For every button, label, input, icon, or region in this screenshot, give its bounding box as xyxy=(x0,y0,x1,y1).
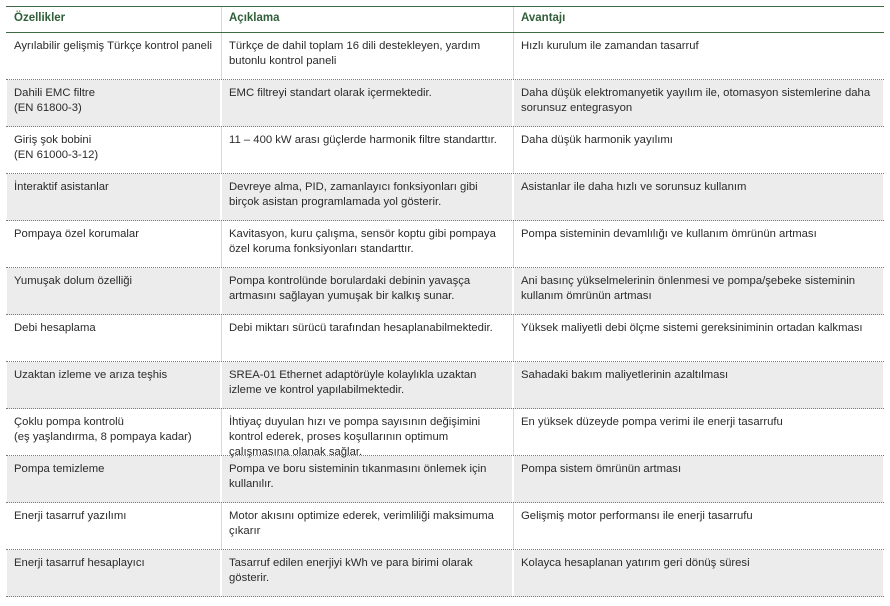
header-description: Açıklama xyxy=(221,7,513,32)
description-cell: Pompa ve boru sisteminin tıkanmasını önlemek için kullanılır. xyxy=(221,456,513,502)
feature-cell: Dahili EMC filtre (EN 61800-3) xyxy=(6,80,221,126)
advantage-cell: Gelişmiş motor performansı ile enerji tasarrufu xyxy=(513,503,884,549)
advantage-cell: Sahadaki bakım maliyetlerinin azaltılması xyxy=(513,362,884,408)
description-cell: Türkçe de dahil toplam 16 dili destekleyen, yardım butonlu kontrol paneli xyxy=(221,33,513,79)
description-cell: Kavitasyon, kuru çalışma, sensör koptu gibi pompaya özel koruma fonksiyonları standarttır. xyxy=(221,221,513,267)
table-row xyxy=(6,80,884,127)
feature-cell: Çoklu pompa kontrolü (eş yaşlandırma, 8 pompaya kadar) xyxy=(6,409,221,455)
feature-cell: Ayrılabilir gelişmiş Türkçe kontrol paneli xyxy=(6,33,221,79)
advantage-cell: Pompa sisteminin devamlılığı ve kullanım ömrünün artması xyxy=(513,221,884,267)
table-row xyxy=(6,33,884,80)
table-row xyxy=(6,127,884,174)
description-cell: Devreye alma, PID, zamanlayıcı fonksiyonları gibi birçok asistan programlamada yol gösterir. xyxy=(221,174,513,220)
description-cell: Tasarruf edilen enerjiyi kWh ve para birimi olarak gösterir. xyxy=(221,550,513,596)
advantage-cell: Daha düşük elektromanyetik yayılım ile, otomasyon sistemlerine daha sorunsuz entegrasyon xyxy=(513,80,884,126)
description-cell: Motor akısını optimize ederek, verimliliği maksimuma çıkarır xyxy=(221,503,513,549)
table-row xyxy=(6,409,884,456)
advantage-cell: En yüksek düzeyde pompa verimi ile enerji tasarrufu xyxy=(513,409,884,455)
advantage-cell: Yüksek maliyetli debi ölçme sistemi gereksiniminin ortadan kalkması xyxy=(513,315,884,361)
description-cell: İhtiyaç duyulan hızı ve pompa sayısının değişimini kontrol ederek, proses koşullarının optimum çalışmasına olanak sağlar. xyxy=(221,409,513,455)
advantage-cell: Pompa sistem ömrünün artması xyxy=(513,456,884,502)
table-row xyxy=(6,362,884,409)
feature-cell: İnteraktif asistanlar xyxy=(6,174,221,220)
advantage-cell: Kolayca hesaplanan yatırım geri dönüş süresi xyxy=(513,550,884,596)
description-cell: Debi miktarı sürücü tarafından hesaplanabilmektedir. xyxy=(221,315,513,361)
header-features: Özellikler xyxy=(6,7,221,32)
features-table xyxy=(6,6,884,597)
table-row xyxy=(6,550,884,597)
table-header xyxy=(6,6,884,33)
description-cell: Pompa kontrolünde borulardaki debinin yavaşça artmasını sağlayan yumuşak bir kalkış sunar. xyxy=(221,268,513,314)
advantage-cell: Asistanlar ile daha hızlı ve sorunsuz kullanım xyxy=(513,174,884,220)
advantage-cell: Ani basınç yükselmelerinin önlenmesi ve pompa/şebeke sisteminin kullanım ömrünün artması xyxy=(513,268,884,314)
feature-cell: Debi hesaplama xyxy=(6,315,221,361)
feature-cell: Enerji tasarruf yazılımı xyxy=(6,503,221,549)
table-row xyxy=(6,456,884,503)
description-cell: EMC filtreyi standart olarak içermektedir. xyxy=(221,80,513,126)
feature-cell: Yumuşak dolum özelliği xyxy=(6,268,221,314)
table-row xyxy=(6,315,884,362)
header-advantage: Avantajı xyxy=(513,7,884,32)
feature-cell: Uzaktan izleme ve arıza teşhis xyxy=(6,362,221,408)
feature-cell: Pompa temizleme xyxy=(6,456,221,502)
feature-cell: Pompaya özel korumalar xyxy=(6,221,221,267)
description-cell: 11 – 400 kW arası güçlerde harmonik filtre standarttır. xyxy=(221,127,513,173)
description-cell: SREA-01 Ethernet adaptörüyle kolaylıkla uzaktan izleme ve kontrol yapılabilmektedir. xyxy=(221,362,513,408)
advantage-cell: Daha düşük harmonik yayılımı xyxy=(513,127,884,173)
feature-cell: Enerji tasarruf hesaplayıcı xyxy=(6,550,221,596)
table-row xyxy=(6,503,884,550)
feature-cell: Giriş şok bobini (EN 61000-3-12) xyxy=(6,127,221,173)
table-row xyxy=(6,174,884,221)
advantage-cell: Hızlı kurulum ile zamandan tasarruf xyxy=(513,33,884,79)
table-row xyxy=(6,221,884,268)
table-row xyxy=(6,268,884,315)
